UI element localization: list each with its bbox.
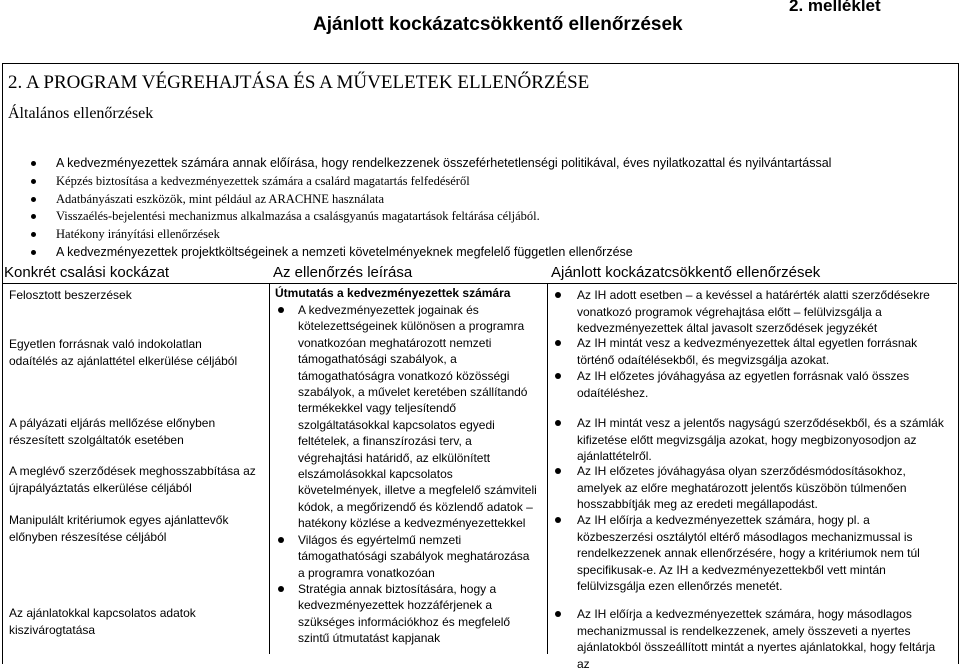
risk-item: Manipulált kritériumok egyes ajánlattevők előnyben részesítése céljából (9, 513, 229, 544)
column-header-risk: Konkrét csalási kockázat (4, 264, 170, 281)
general-check-item: Visszaélés-bejelentési mechanizmus alkalmazása a csalásgyanús magatartások feltárása céljából. (56, 208, 831, 226)
column-divider (547, 283, 548, 654)
description-item: A kedvezményezettek jogainak és kötelezettségeinek különösen a programra vonatkozóan meghatározott nemzeti támogathatósági szabályok, a támogathatóságra vonatkozó közösségi szabályok, a művelet keretében szállítandó termékekkel vagy teljesítendő szolgáltatásokkal kapcsolatos egyedi feltételek, a finanszírozási terv, a végrehajtási határidő, az elkülönített elszámolásokkal kapcsolatos követelmények, illetve a megfelelő számviteli kódok, a megőrizendő és közlendő adatok – hatékony közlése a kedvezményezettekkel (298, 303, 537, 531)
risk-item: A meglévő szerződések meghosszabbítása az újrapályáztatás elkerülése céljából (9, 464, 256, 495)
general-check-item: A kedvezményezettek számára annak előírása, hogy rendelkezzenek összeférhetetlenségi politikával, éves nyilatkozattal és nyilvántartással (56, 155, 831, 173)
description-item: Stratégia annak biztosítására, hogy a kedvezményezettek hozzáférjenek a szükséges információkhoz és megfelelő szintű útmutatást kapjanak (298, 581, 538, 647)
column-header-description: Az ellenőrzés leírása (273, 264, 413, 281)
column-divider (269, 283, 270, 654)
annex-label: 2. melléklet (789, 0, 881, 15)
recommended-item: Az IH előzetes jóváhagyása az egyetlen forrásnak való összes odaítéléshez. (577, 368, 949, 401)
description-list (298, 302, 538, 647)
risk-item: Egyetlen forrásnak való indokolatlan odaítélés az ajánlattétel elkerülése céljából (9, 337, 238, 368)
risk-item: Felosztott beszerzések (9, 288, 132, 302)
column-header-recommended: Ajánlott kockázatcsökkentő ellenőrzések (551, 264, 821, 281)
general-check-item: Adatbányászati eszközök, mint például az ARACHNE használata (56, 191, 831, 209)
risk-item: A pályázati eljárás mellőzése előnyben részesített szolgáltatók esetében (9, 416, 216, 447)
description-title: Útmutatás a kedvezményezettek számára (275, 286, 511, 300)
risk-item: Az ajánlatokkal kapcsolatos adatok kiszivárogtatása (9, 606, 196, 637)
general-check-item: Hatékony irányítási ellenőrzések (56, 226, 831, 244)
general-check-item: Képzés biztosítása a kedvezményezettek számára a csalárd magatartás felfedéséről (56, 173, 831, 191)
general-check-item: A kedvezményezettek projektköltségeinek a nemzeti követelményeknek megfelelő független ellenőrzése (56, 244, 831, 262)
recommended-item: Az IH előzetes jóváhagyása olyan szerződésmódosításokhoz, amelyek az előre meghatározott jelentős küszöbön túlmenően hosszabbítják meg az eredeti megállapodást. (577, 463, 949, 513)
recommended-item: Az IH előírja a kedvezményezettek számára, hogy pl. a közbeszerzési osztálytól eltérő másodlagos mechanizmussal is rendelkezzenek annak ellenőrzésére, hogy a kritériumok nem túl specifikusak-e. Az IH a kedvezményezettekből vett mintán felülvizsgálja ezen ellenőrzés menetét. (577, 512, 949, 595)
recommended-item: Az IH mintát vesz a jelentős nagyságú szerződésekből, és a számlák kifizetése előtt megvizsgálja azokat, hogy megbizonyosodjon az ajánlattételről. (577, 415, 949, 465)
page-title: Ajánlott kockázatcsökkentő ellenőrzések (313, 14, 683, 35)
description-item: Világos és egyértelmű nemzeti támogathatósági szabályok meghatározása a programra vonatkozóan (298, 532, 538, 581)
recommended-item: Az IH előírja a kedvezményezettek számára, hogy másodlagos mechanizmussal is rendelkezzenek, amely összeveti a nyertes ajánlatokból összeállított mintát a nyertes ajánlatokkal, hogy feltárja az (577, 606, 949, 672)
general-checks-list (56, 155, 831, 262)
recommended-item: Az IH adott esetben – a kevéssel a határérték alatti szerződésekre vonatkozó programok végrehajtása előtt – felülvizsgálja a kedvezményezettek által javasolt szerződések jegyzékét (577, 287, 949, 337)
section-title: 2. A PROGRAM VÉGREHAJTÁSA ÉS A MŰVELETEK ELLENŐRZÉSE (8, 72, 590, 93)
table-header-divider (2, 283, 957, 284)
recommended-item: Az IH mintát vesz a kedvezményezettek által egyetlen forrásnak történő odaítélésekből, és megvizsgálja azokat. (577, 335, 949, 368)
subsection-title: Általános ellenőrzések (8, 105, 154, 122)
